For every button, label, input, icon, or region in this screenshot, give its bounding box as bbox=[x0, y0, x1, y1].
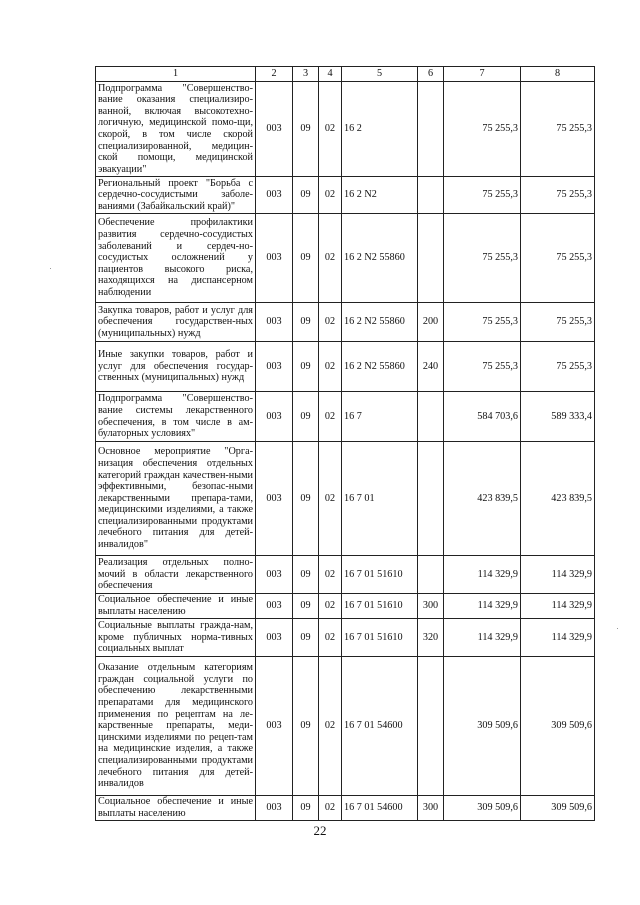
row-name: Оказание отдельным категориям граждан социальной услуги по обеспечению лекарственными препаратами для медицинского применения по рецептам на ле-карственные препараты, меди-цинскими изделиями по рецеп-там на медицинские изделия, а также специализированными продуктами лечебного питания для детей-инвалидов bbox=[96, 657, 256, 796]
row-section: 09 bbox=[293, 342, 319, 392]
table-row bbox=[96, 303, 595, 342]
row-expense-type: 300 bbox=[418, 594, 444, 619]
row-subsection: 02 bbox=[319, 214, 342, 303]
row-expense-type: 300 bbox=[418, 796, 444, 821]
row-expense-type: 320 bbox=[418, 619, 444, 657]
row-expense-type bbox=[418, 556, 444, 594]
row-subsection: 02 bbox=[319, 442, 342, 556]
row-target-code: 16 2 N2 55860 bbox=[342, 342, 418, 392]
row-section: 09 bbox=[293, 442, 319, 556]
row-subsection: 02 bbox=[319, 177, 342, 214]
row-expense-type bbox=[418, 657, 444, 796]
table-row bbox=[96, 342, 595, 392]
row-expense-type bbox=[418, 82, 444, 177]
row-section: 09 bbox=[293, 657, 319, 796]
row-amount-year2: 75 255,3 bbox=[521, 342, 595, 392]
row-name: Социальные выплаты гражда-нам, кроме публичных норма-тивных социальных выплат bbox=[96, 619, 256, 657]
row-amount-year2: 114 329,9 bbox=[521, 556, 595, 594]
row-grbs: 003 bbox=[256, 342, 293, 392]
table-row bbox=[96, 594, 595, 619]
header-cell-1: 1 bbox=[96, 67, 256, 82]
row-section: 09 bbox=[293, 796, 319, 821]
row-expense-type bbox=[418, 214, 444, 303]
row-amount-year2: 75 255,3 bbox=[521, 303, 595, 342]
row-amount-year2: 309 509,6 bbox=[521, 657, 595, 796]
row-section: 09 bbox=[293, 177, 319, 214]
row-subsection: 02 bbox=[319, 392, 342, 442]
row-target-code: 16 7 01 54600 bbox=[342, 796, 418, 821]
row-target-code: 16 7 bbox=[342, 392, 418, 442]
scan-speck bbox=[617, 628, 618, 629]
row-grbs: 003 bbox=[256, 796, 293, 821]
row-grbs: 003 bbox=[256, 657, 293, 796]
row-name: Реализация отдельных полно-мочий в области лекарственного обеспечения bbox=[96, 556, 256, 594]
row-target-code: 16 7 01 bbox=[342, 442, 418, 556]
row-amount-year1: 114 329,9 bbox=[444, 619, 521, 657]
row-grbs: 003 bbox=[256, 214, 293, 303]
table-row bbox=[96, 214, 595, 303]
row-amount-year1: 309 509,6 bbox=[444, 657, 521, 796]
table-header-row bbox=[96, 67, 595, 82]
row-amount-year2: 75 255,3 bbox=[521, 177, 595, 214]
row-target-code: 16 7 01 51610 bbox=[342, 556, 418, 594]
row-name: Региональный проект "Борьба с сердечно-сосудистыми заболе-ваниями (Забайкальский край)" bbox=[96, 177, 256, 214]
row-target-code: 16 2 N2 bbox=[342, 177, 418, 214]
row-expense-type: 200 bbox=[418, 303, 444, 342]
row-amount-year1: 423 839,5 bbox=[444, 442, 521, 556]
row-name: Обеспечение профилактики развития сердечно-сосудистых заболеваний и сердеч-но-сосудистых осложнений у пациентов высокого риска, находящихся на диспансерном наблюдении bbox=[96, 214, 256, 303]
header-cell-8: 8 bbox=[521, 67, 595, 82]
row-grbs: 003 bbox=[256, 82, 293, 177]
table-row bbox=[96, 82, 595, 177]
row-amount-year1: 75 255,3 bbox=[444, 214, 521, 303]
row-amount-year2: 309 509,6 bbox=[521, 796, 595, 821]
header-cell-7: 7 bbox=[444, 67, 521, 82]
row-section: 09 bbox=[293, 392, 319, 442]
row-name: Социальное обеспечение и иные выплаты населению bbox=[96, 796, 256, 821]
header-cell-4: 4 bbox=[319, 67, 342, 82]
row-expense-type: 240 bbox=[418, 342, 444, 392]
row-amount-year1: 584 703,6 bbox=[444, 392, 521, 442]
table-row bbox=[96, 619, 595, 657]
row-grbs: 003 bbox=[256, 619, 293, 657]
row-section: 09 bbox=[293, 556, 319, 594]
row-target-code: 16 2 bbox=[342, 82, 418, 177]
row-name: Социальное обеспечение и иные выплаты населению bbox=[96, 594, 256, 619]
row-section: 09 bbox=[293, 619, 319, 657]
header-cell-2: 2 bbox=[256, 67, 293, 82]
table-row bbox=[96, 392, 595, 442]
row-subsection: 02 bbox=[319, 303, 342, 342]
row-section: 09 bbox=[293, 214, 319, 303]
row-target-code: 16 2 N2 55860 bbox=[342, 214, 418, 303]
row-amount-year1: 309 509,6 bbox=[444, 796, 521, 821]
row-subsection: 02 bbox=[319, 619, 342, 657]
table-row bbox=[96, 796, 595, 821]
row-expense-type bbox=[418, 392, 444, 442]
row-target-code: 16 7 01 54600 bbox=[342, 657, 418, 796]
header-cell-6: 6 bbox=[418, 67, 444, 82]
row-subsection: 02 bbox=[319, 594, 342, 619]
row-subsection: 02 bbox=[319, 342, 342, 392]
row-amount-year1: 75 255,3 bbox=[444, 82, 521, 177]
row-expense-type bbox=[418, 442, 444, 556]
row-grbs: 003 bbox=[256, 303, 293, 342]
page-number: 22 bbox=[313, 823, 327, 838]
table-row bbox=[96, 442, 595, 556]
row-amount-year2: 114 329,9 bbox=[521, 594, 595, 619]
row-grbs: 003 bbox=[256, 556, 293, 594]
header-cell-5: 5 bbox=[342, 67, 418, 82]
scan-speck bbox=[50, 268, 51, 269]
row-expense-type bbox=[418, 177, 444, 214]
row-amount-year1: 114 329,9 bbox=[444, 594, 521, 619]
row-subsection: 02 bbox=[319, 556, 342, 594]
row-name: Подпрограмма "Совершенство-вание системы лекарственного обеспечения, в том числе в ам-булаторных условиях" bbox=[96, 392, 256, 442]
row-subsection: 02 bbox=[319, 82, 342, 177]
row-target-code: 16 7 01 51610 bbox=[342, 619, 418, 657]
row-section: 09 bbox=[293, 82, 319, 177]
row-section: 09 bbox=[293, 594, 319, 619]
row-amount-year2: 75 255,3 bbox=[521, 214, 595, 303]
row-amount-year2: 423 839,5 bbox=[521, 442, 595, 556]
row-amount-year1: 75 255,3 bbox=[444, 177, 521, 214]
row-target-code: 16 2 N2 55860 bbox=[342, 303, 418, 342]
row-name: Закупка товаров, работ и услуг для обеспечения государствен-ных (муниципальных) нужд bbox=[96, 303, 256, 342]
row-target-code: 16 7 01 51610 bbox=[342, 594, 418, 619]
row-name: Подпрограмма "Совершенство-вание оказания специализиро-ванной, включая высокотехно-логичную, медицинской помо-щи, скорой, в том числе скорой специализированной, медицин-ской помощи, медицинской эвакуации" bbox=[96, 82, 256, 177]
row-subsection: 02 bbox=[319, 796, 342, 821]
row-grbs: 003 bbox=[256, 442, 293, 556]
row-amount-year1: 75 255,3 bbox=[444, 303, 521, 342]
row-grbs: 003 bbox=[256, 392, 293, 442]
row-section: 09 bbox=[293, 303, 319, 342]
row-amount-year1: 75 255,3 bbox=[444, 342, 521, 392]
row-grbs: 003 bbox=[256, 594, 293, 619]
table-row bbox=[96, 556, 595, 594]
table-row bbox=[96, 177, 595, 214]
row-grbs: 003 bbox=[256, 177, 293, 214]
budget-table bbox=[95, 66, 595, 821]
row-amount-year2: 114 329,9 bbox=[521, 619, 595, 657]
row-name: Основное мероприятие "Орга-низация обеспечения отдельных категорий граждан качествен-ными эффективными, безопас-ными лекарственными препара-тами, медицинскими изделиями, а также специализированными продуктами лечебного питания для детей-инвалидов" bbox=[96, 442, 256, 556]
row-amount-year1: 114 329,9 bbox=[444, 556, 521, 594]
row-subsection: 02 bbox=[319, 657, 342, 796]
header-cell-3: 3 bbox=[293, 67, 319, 82]
row-name: Иные закупки товаров, работ и услуг для обеспечения государ-ственных (муниципальных) нужд bbox=[96, 342, 256, 392]
row-amount-year2: 589 333,4 bbox=[521, 392, 595, 442]
row-amount-year2: 75 255,3 bbox=[521, 82, 595, 177]
table-row bbox=[96, 657, 595, 796]
